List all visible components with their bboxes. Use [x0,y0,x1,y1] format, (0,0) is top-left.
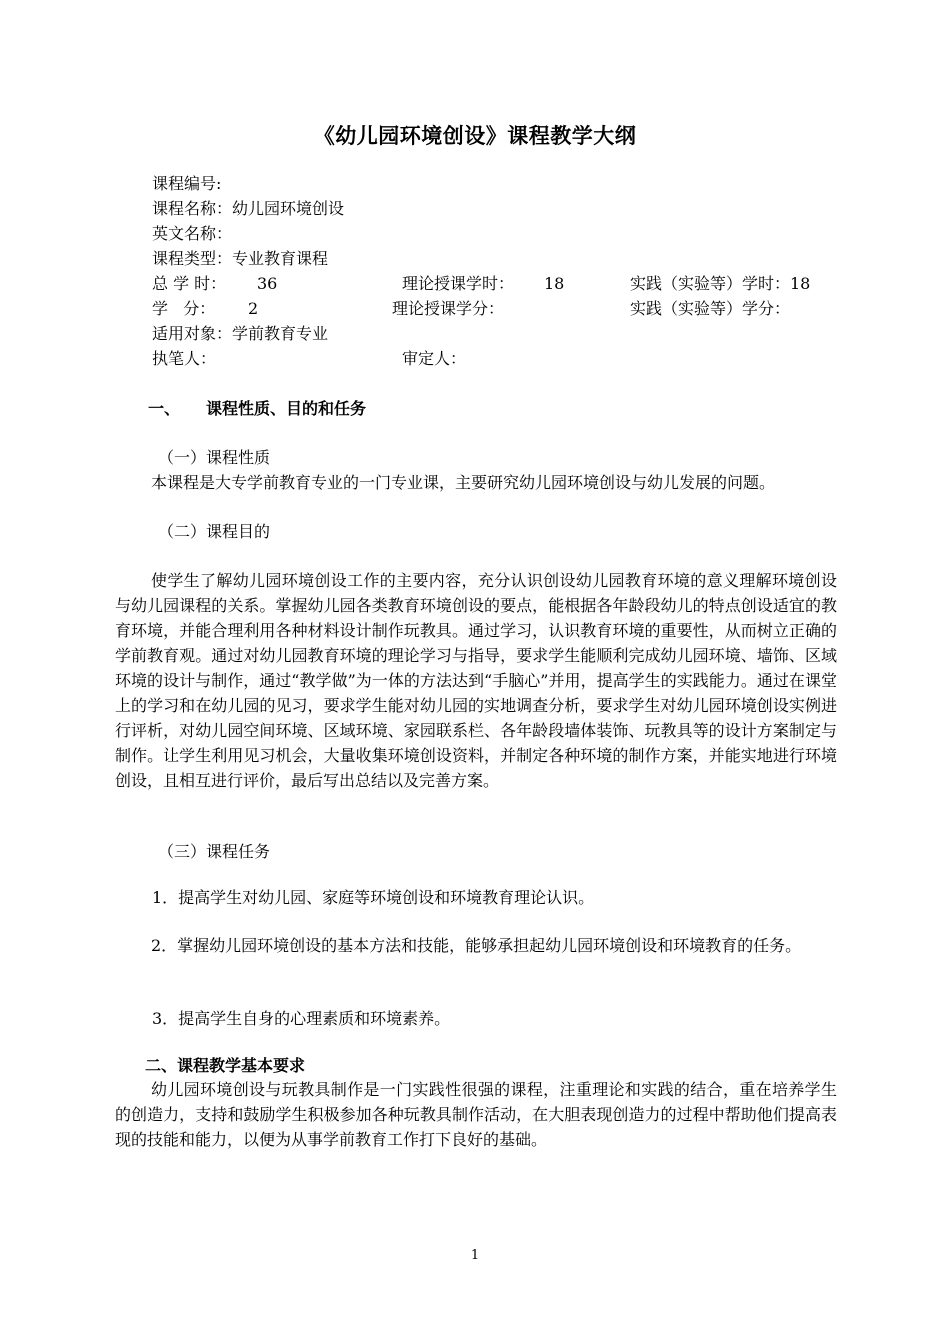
credits-value: 2 [248,299,259,318]
author-label: 执笔人： [152,349,217,368]
course-type: 课程类型：专业教育课程 [152,249,329,268]
practice-hours: 实践（实验等）学时：18 [630,274,811,293]
course-english-name: 英文名称： [152,224,233,243]
document-title: 《幼儿园环境创设》课程教学大纲 [313,124,637,148]
task-3: 3．提高学生自身的心理素质和环境素养。 [152,1009,451,1028]
theory-hours-label: 理论授课学时： [402,274,515,293]
total-hours-label: 总 学 时： [152,274,227,293]
theory-hours-value: 18 [544,274,565,293]
target-audience: 适用对象：学前教育专业 [152,324,329,343]
task-2: 2．掌握幼儿园环境创设的基本方法和技能，能够承担起幼儿园环境创设和环境教育的任务。 [151,936,802,955]
task-1: 1．提高学生对幼儿园、家庭等环境创设和环境教育理论认识。 [152,888,595,907]
practice-credits: 实践（实验等）学分： [630,299,791,318]
sub1-paragraph: 本课程是大专学前教育专业的一门专业课，主要研究幼儿园环境创设与幼儿发展的问题。 [151,473,776,492]
credits-label: 学 分： [152,299,216,318]
course-code: 课程编号: [152,174,222,193]
sub2-heading: （二）课程目的 [158,522,271,541]
section2-paragraph: 幼儿园环境创设与玩教具制作是一门实践性很强的课程，注重理论和实践的结合，重在培养学生的创造力，支持和鼓励学生积极参加各种玩教具制作活动，在大胆表现创造力的过程中帮助他们提高表现的技能和能力，以便为从事学前教育工作打下良好的基础。 [115,1080,837,1149]
theory-credits: 理论授课学分： [392,299,505,318]
page-number: 1 [470,1248,480,1263]
total-hours-value: 36 [257,274,278,293]
sub2-paragraph: 使学生了解幼儿园环境创设工作的主要内容，充分认识创设幼儿园教育环境的意义理解环境创设与幼儿园课程的关系。掌握幼儿园各类教育环境创设的要点，能根据各年龄段幼儿的特点创设适宜的教育环境，并能合理利用各种材料设计制作玩教具。通过学习，认识教育环境的重要性，从而树立正确的学前教育观。通过对幼儿园教育环境的理论学习与指导，要求学生能顺利完成幼儿园环境、墙饰、区域环境的设计与制作，通过“教学做”为一体的方法达到“手脑心”并用，提高学生的实践能力。通过在课堂上的学习和在幼儿园的见习，要求学生能对幼儿园的实地调查分析，要求学生对幼儿园环境创设实例进行评析，对幼儿园空间环境、区域环境、家园联系栏、各年龄段墙体装饰、玩教具等的设计方案制定与制作。让学生利用见习机会，大量收集环境创设资料，并制定各种环境的制作方案，并能实地进行环境创设，且相互进行评价，最后写出总结以及完善方案。 [115,571,837,790]
sub1-heading: （一）课程性质 [158,448,271,467]
reviewer-label: 审定人： [402,349,467,368]
course-name: 课程名称：幼儿园环境创设 [152,199,345,218]
section2-heading: 二、课程教学基本要求 [145,1056,306,1075]
sub3-heading: （三）课程任务 [158,842,271,861]
section1-heading: 课程性质、目的和任务 [206,399,367,418]
section1-number: 一、 [148,399,181,418]
